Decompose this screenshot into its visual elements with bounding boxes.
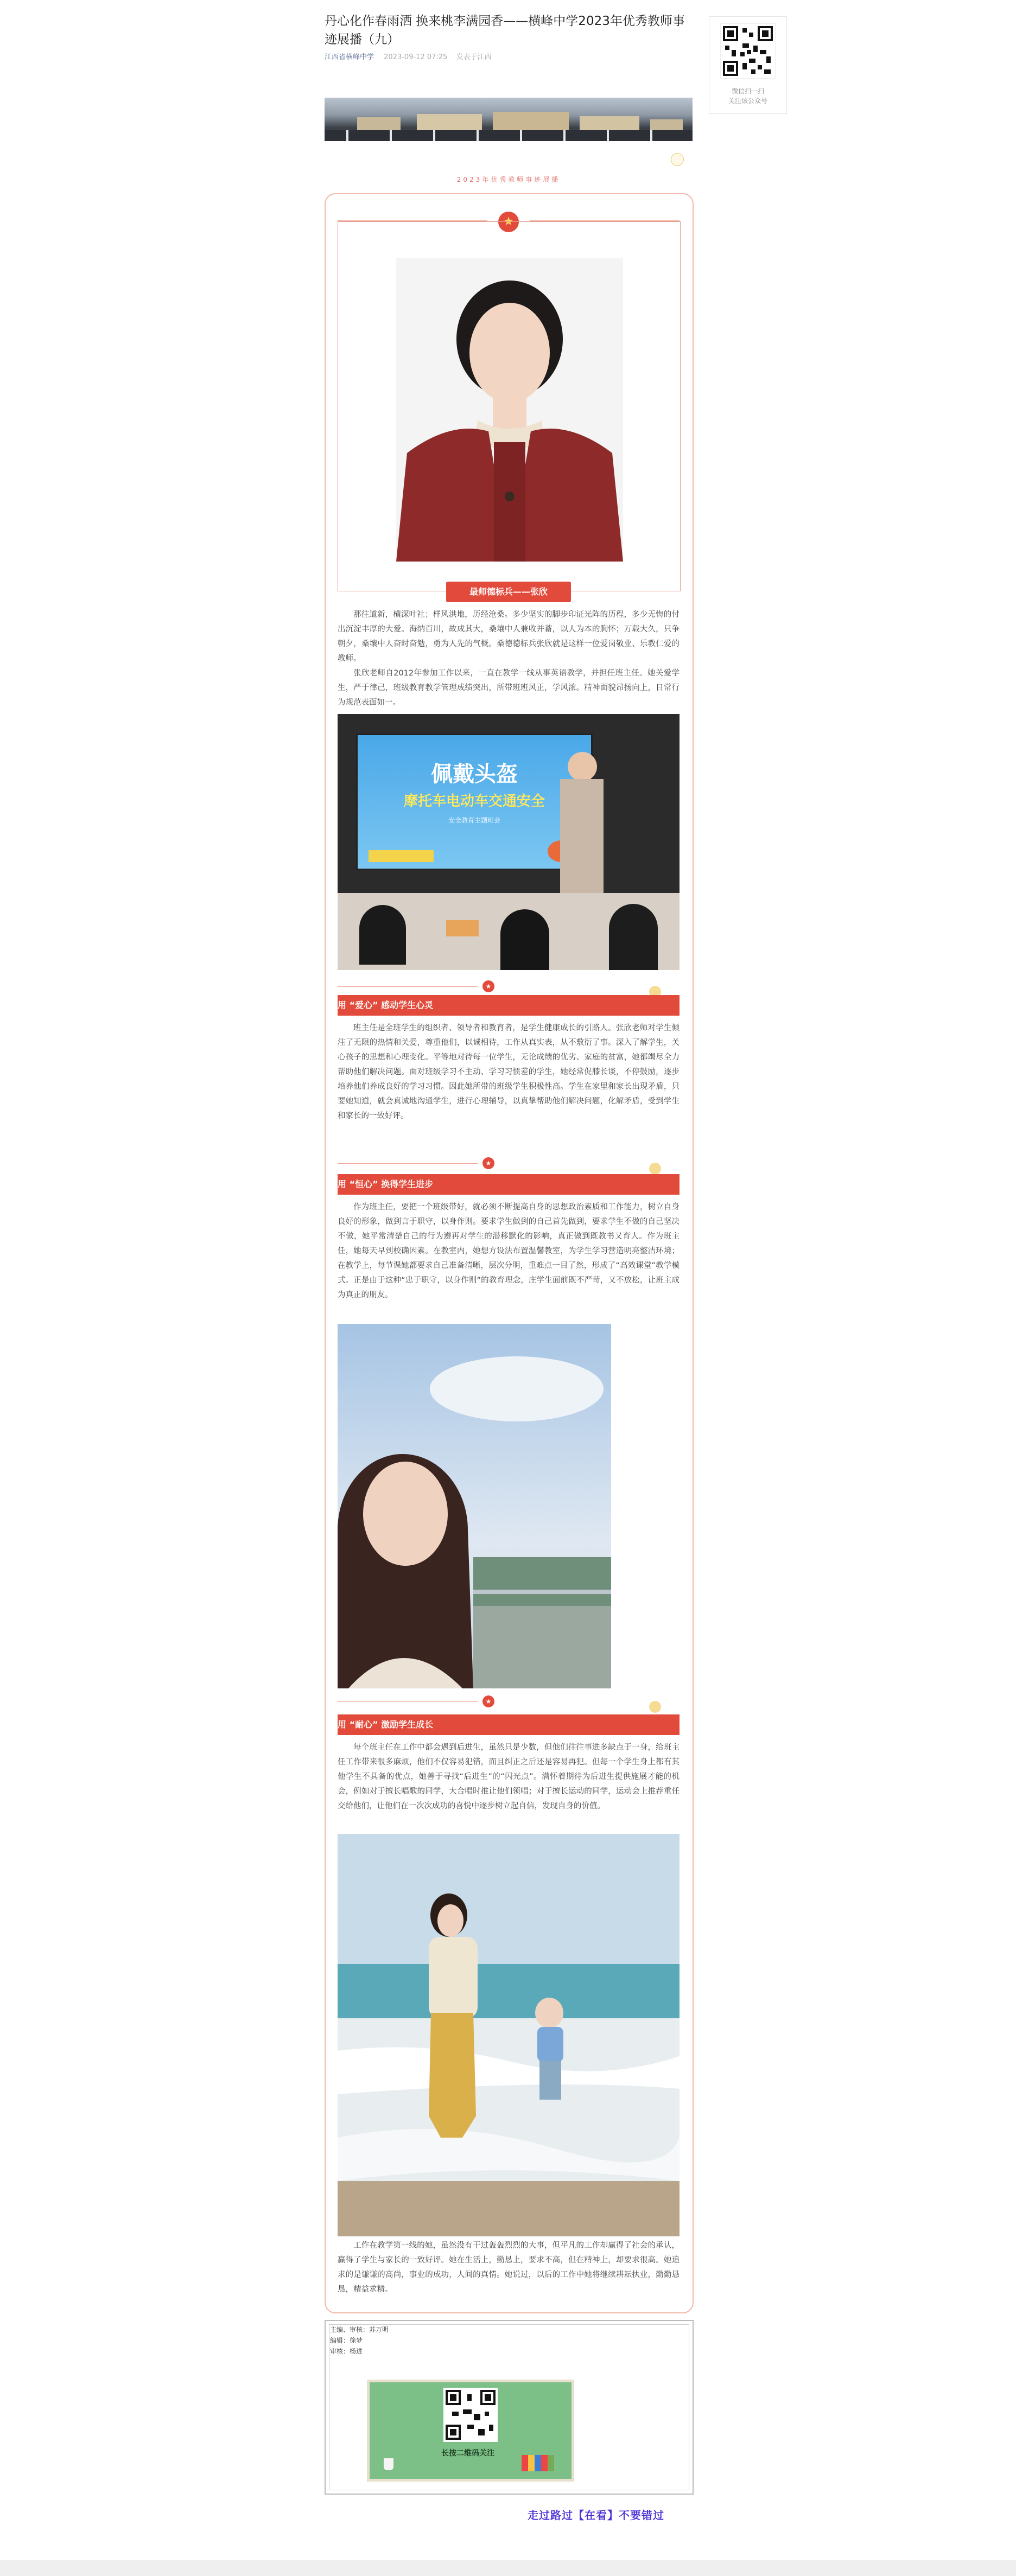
section1-divider bbox=[338, 986, 478, 987]
star-emblem-icon: ★ bbox=[498, 212, 519, 232]
closing-paragraph: 工作在教学第一线的她，虽然没有干过轰轰烈烈的大事，但平凡的工作却赢得了社会的承认，赢得了学生与家长的一致好评。她在生活上，勤恳上，要求不高，但在精神上，却要求很高。她追求的是谦谦的高尚，事业的成功，人间的真情。她说过，以后的工作中她将继续耕耘执业，勤勤恳恳，精益求精。 bbox=[338, 2241, 680, 2294]
qr-code-icon[interactable] bbox=[720, 23, 776, 79]
screen-line1: 佩戴头盔 bbox=[431, 762, 518, 787]
credit-reviewer: 审核：杨进 bbox=[330, 2348, 363, 2355]
section2-marker-icon: ★ bbox=[482, 1157, 494, 1169]
classroom-photo bbox=[338, 714, 680, 970]
section3-divider bbox=[338, 1701, 478, 1702]
section3-paragraph: 每个班主任在工作中都会遇到后进生，虽然只是少数，但他们往往事进多缺点于一身，给班主任工作带来很多麻烦，他们不仅容易犯错，而且纠正之后还是容易再犯。但每一个学生身上都有其他学生不具备的优点，她善于寻找“后进生”的“闪光点”。满怀着期待为后进生提供施展才能的机会，例如对于擅长唱歌的同学，大合唱时推让他们领唱；对于擅长运动的同学，运动会上推荐重任交给他们，让他们在一次次成功的喜悦中逐步树立起自信，发现自身的价值。 bbox=[338, 1743, 680, 1810]
credits bbox=[330, 2324, 389, 2357]
board-caption: 长按二维码关注 bbox=[441, 2449, 494, 2458]
series-subtitle: 2023年优秀教师事迹展播 bbox=[456, 176, 561, 183]
screen-line2: 摩托车电动车交通安全 bbox=[403, 793, 545, 809]
section3-marker-icon: ★ bbox=[482, 1695, 494, 1707]
follow-qr-panel bbox=[709, 16, 787, 114]
mug-icon bbox=[384, 2458, 393, 2470]
screen-line3: 安全教育主题班会 bbox=[448, 817, 500, 824]
qr-caption-line1: 微信扫一扫 bbox=[731, 87, 764, 95]
publish-date: 2023-09-12 07:25 bbox=[384, 53, 448, 61]
beach-photo bbox=[338, 1834, 680, 2236]
teacher-portrait-photo bbox=[396, 258, 623, 562]
intro-paragraph-2: 张欣老师自2012年参加工作以来，一直在教学一线从事英语教学，并担任班主任。她关爱学生，严于律己，班级教育教学管理成绩突出，所带班班风正，学风浓。精神面貌昂扬向上，日常行为规范表面如一。 bbox=[338, 669, 680, 707]
credit-editor: 编辑：徐梦 bbox=[330, 2337, 363, 2344]
article-meta bbox=[325, 51, 498, 61]
classroom-screen bbox=[356, 734, 593, 870]
school-panorama-banner bbox=[325, 98, 693, 141]
footer-qr-code-icon[interactable] bbox=[443, 2388, 498, 2442]
section2-divider bbox=[338, 1163, 478, 1164]
footer-slogan: 走过路过【在看】不要错过 bbox=[528, 2509, 664, 2522]
page-bottom-bar bbox=[0, 2560, 1016, 2576]
selfie-photo bbox=[338, 1324, 611, 1688]
publish-location: 发表于江西 bbox=[456, 53, 492, 61]
account-link[interactable]: 江西省横峰中学 bbox=[325, 53, 374, 61]
books-icon bbox=[522, 2455, 554, 2471]
section2-heading: 用 “恒心” 换得学生进步 bbox=[338, 1174, 680, 1195]
intro-paragraph-1: 那往道新，横深叶社；样风洪地，历经沧桑。多少坚实的脚步印证光阵的历程，多少无悔的付出沉淀丰厚的大爱。海纳百川，故成其大，桑壤中人兼收并蓄，以人为本的胸怀；万载大久，只争朝夕，桑壤中人奋时奋勉，勇为人先的气概。桑德德标兵张欣就是这样一位爱岗敬业、乐教仁爱的教师。 bbox=[338, 610, 680, 663]
section3-gold-dot-icon bbox=[649, 1701, 661, 1713]
chalkboard-qr bbox=[367, 2380, 574, 2482]
section2-gold-dot-icon bbox=[649, 1163, 661, 1175]
decorative-circle-icon bbox=[671, 153, 684, 166]
credit-editor-in-chief: 主编、审核：苏万明 bbox=[330, 2326, 389, 2333]
article-title: 丹心化作春雨洒 换来桃李满园香——横峰中学2023年优秀教师事迹展播（九） bbox=[325, 14, 685, 47]
section3-heading: 用 “耐心” 激励学生成长 bbox=[338, 1714, 680, 1735]
section1-paragraph: 班主任是全班学生的组织者、领导者和教育者，是学生健康成长的引路人。张欣老师对学生倾注了无限的热情和关爱，尊重他们，以诚相待，工作从真实表，从不敷衍了事。深入了解学生，关心孩子的思想和心理变化。平等地对待每一位学生，无论成绩的优劣、家庭的贫富，她都竭尽全力帮助他们解决问题。面对班级学习不主动、学习习惯差的学生，她经常促膝长谈，不停鼓励，逐步培养他们养成良好的学习习惯。因此她所带的班级学生积极性高。学生在家里和家长出现矛盾，只要她知道，就会真诚地沟通学生，进行心理辅导，以真挚帮助他们解决问题，化解矛盾，受到学生和家长的一致好评。 bbox=[338, 1024, 680, 1120]
section2-paragraph: 作为班主任，要把一个班级带好，就必须不断提高自身的思想政治素质和工作能力，树立自身良好的形象，做到言于职守，以身作则。要求学生做到的自己首先做到，要求学生不做的自己坚决不做，她平常清楚自己的行为遵再对学生的潜移默化的影响，真正做到既教书又育人。作为班主任，她每天早到校确因素。在教室内，她想方设法布置温馨教室，为学生学习营造明亮整洁环境；在教学上，每节课她都要求自己准备清晰，层次分明，重难点一目了然，形成了“高效课堂”教学模式。正是由于这种“忠于职守，以身作则”的教育理念，庄学生面前既不严苛，又不放松，让班主成为真正的朋友。 bbox=[338, 1203, 680, 1299]
section1-marker-icon: ★ bbox=[482, 980, 494, 992]
award-badge: 最师德标兵——张欣 bbox=[446, 582, 571, 602]
intro-text bbox=[338, 608, 680, 710]
section1-heading: 用 “爱心” 感动学生心灵 bbox=[338, 995, 680, 1016]
qr-caption-line2: 关注该公众号 bbox=[728, 97, 767, 105]
